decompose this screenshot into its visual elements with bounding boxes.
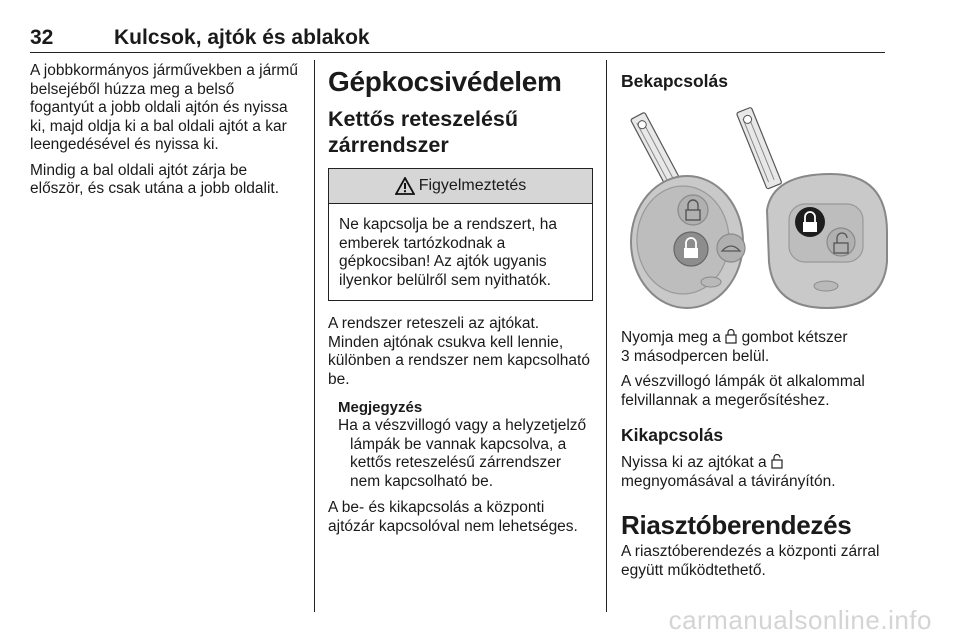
subsection-title-deadlock: [328, 106, 593, 158]
note-text-rest: lámpák be vannak kapcsolva, a kettős reteszelésű zárrendszer nem kapcsolható be.: [350, 435, 567, 490]
paragraph-hazard-flash: A vészvillogó lámpák öt alkalommal felvillannak a megerősítéshez.: [621, 373, 865, 409]
paragraph-system-locks: A rendszer reteszeli az ajtókat. Minden ajtónak csukva kell lennie, különben a rendszer nem kapcsolható be.: [328, 315, 590, 388]
heading-deactivate: Kikapcsolás: [621, 425, 724, 445]
column-divider: [606, 60, 607, 612]
warning-header: [329, 169, 592, 204]
paragraph-close-order: Mindig a bal oldali ajtót zárja be először, és csak utána a jobb oldalit.: [30, 161, 280, 197]
subsection-title-line2: zárrendszer: [328, 133, 449, 157]
page-header: [30, 12, 885, 53]
note-text: [338, 417, 593, 491]
unlock-icon: [771, 454, 783, 469]
note-text-first: Ha a vészvillogó vagy a helyzetjelző: [338, 417, 587, 434]
watermark: carmanualsonline.info: [668, 605, 932, 635]
warning-box: [328, 168, 593, 301]
unlock-text-before: Nyissa ki az ajtókat a: [621, 454, 767, 471]
paragraph-alarm: A riasztóberendezés a központi zárral együtt működtethető.: [621, 543, 880, 579]
section-title-vehicle-security: Gépkocsivédelem: [328, 66, 562, 97]
warning-title: Figyelmeztetés: [418, 177, 527, 194]
subsection-title-line1: Kettős reteszelésű: [328, 107, 518, 131]
column-divider: [314, 60, 315, 612]
heading-activate: Bekapcsolás: [621, 71, 729, 91]
column-middle: [328, 66, 593, 536]
column-left: [30, 62, 302, 199]
press-text-after: gombot kétszer: [741, 329, 848, 346]
warning-body: [329, 204, 592, 300]
press-text-before: Nyomja meg a: [621, 329, 721, 346]
warning-triangle-icon: [395, 177, 415, 195]
press-text-line2: 3 másodpercen belül.: [621, 347, 770, 365]
section-title-alarm: Riasztóberendezés: [621, 510, 852, 540]
note-block: [328, 399, 593, 491]
paragraph-rhd-doors: A jobbkormányos járművekben a jármű belsejéből húzza meg a belső fogantyút a jobb oldali ajtón és nyissa ki, majd oldja ki a bal oldali ajtót a kar leengedésével és nyissa ki.: [30, 62, 298, 153]
warning-text: Ne kapcsolja be a rendszert, ha emberek tartózkodnak a gépkocsiban! Az ajtók ugyanis ilyenkor belülről sem nyithatók.: [339, 216, 557, 289]
unlock-text-line2: megnyomásával a távirányítón.: [621, 472, 836, 490]
paragraph-unlock: [621, 454, 889, 491]
right-key-blade: [736, 107, 782, 189]
note-title: Megjegyzés: [338, 399, 423, 416]
paragraph-central-lock: A be- és kikapcsolás a központi ajtózár kapcsolóval nem lehetséges.: [328, 499, 578, 535]
column-right: [621, 70, 889, 580]
chapter-title: Kulcsok, ajtók és ablakok: [114, 26, 370, 49]
key-fob-illustration: [621, 102, 889, 312]
page-number: 32: [30, 26, 54, 49]
paragraph-press-twice: [621, 329, 889, 366]
lock-icon: [725, 329, 737, 344]
